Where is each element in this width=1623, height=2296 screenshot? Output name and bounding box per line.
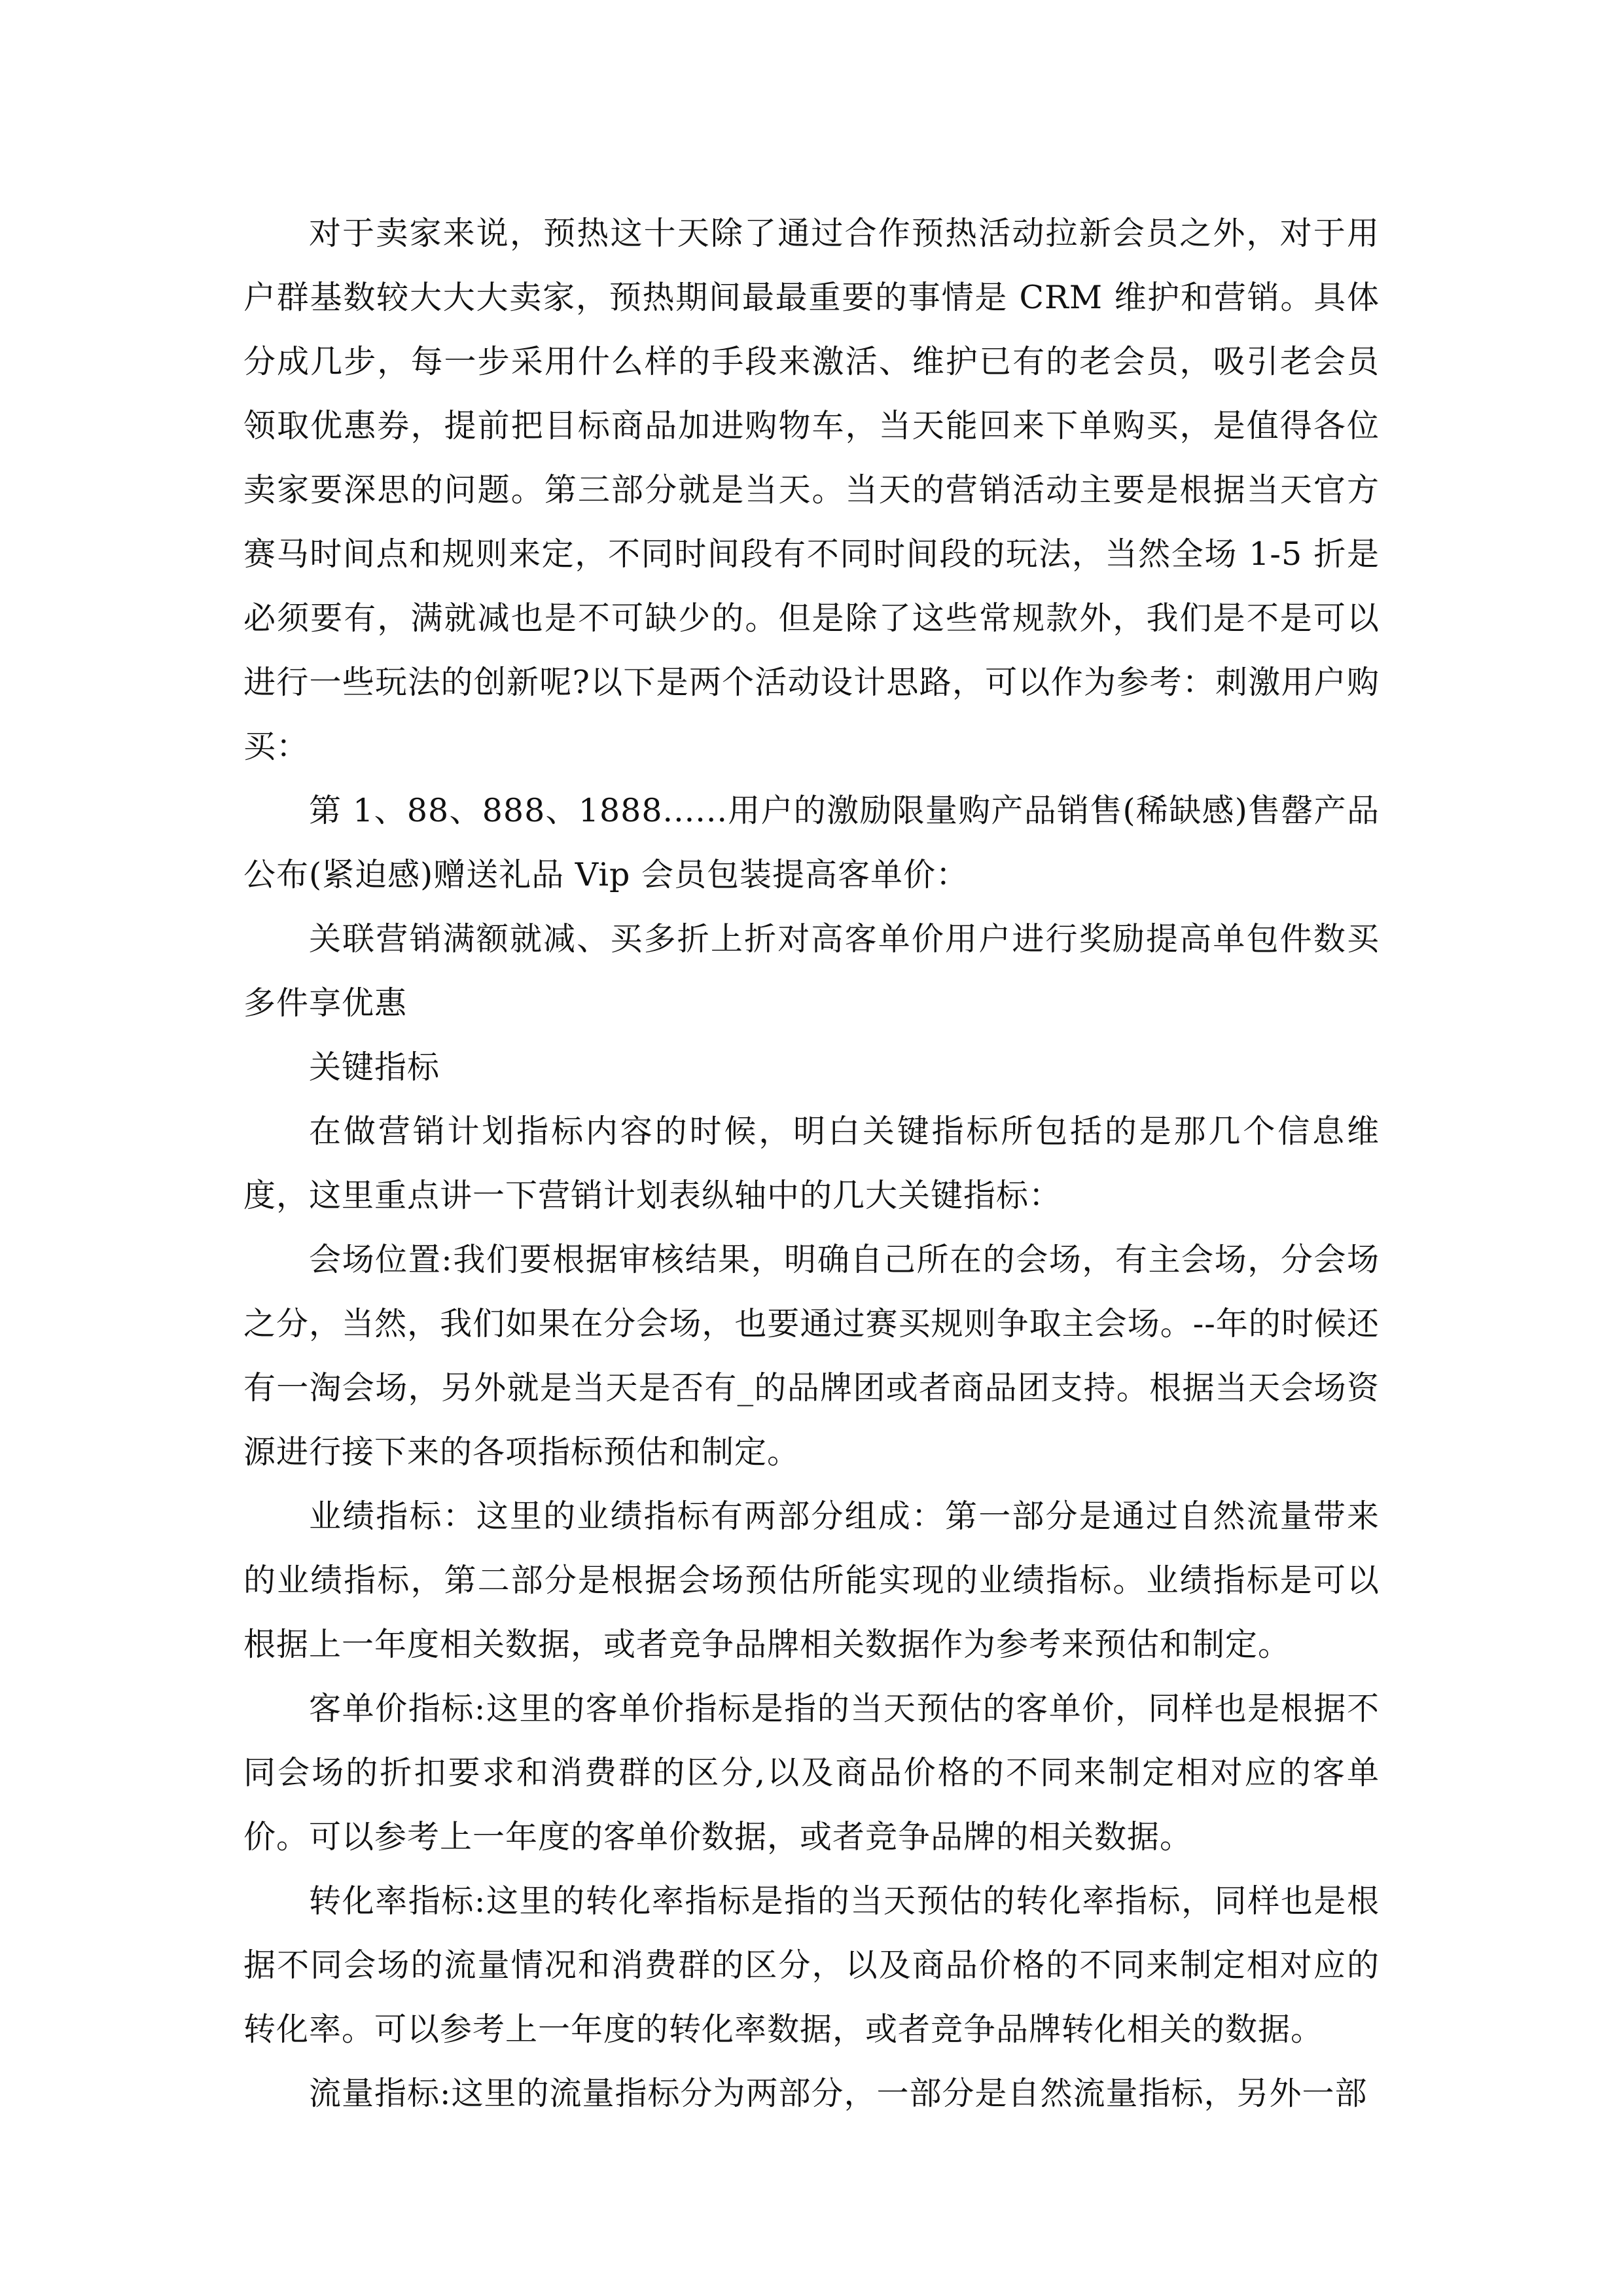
paragraph-key-indicators-intro: 在做营销计划指标内容的时候，明白关键指标所包括的是那几个信息维度，这里重点讲一下营销计划表纵轴中的几大关键指标： [243,1113,1380,1214]
section-heading-key-indicators: 关键指标 [309,1049,440,1086]
paragraph-unit-price-indicator: 客单价指标:这里的客单价指标是指的当天预估的客单价，同样也是根据不同会场的折扣要求和消费群的区分,以及商品价格的不同来制定相对应的客单价。可以参考上一年度的客单价数据，或者竞争品牌的相关数据。 [243,1690,1380,1856]
paragraph-related-marketing: 关联营销满额就减、买多折上折对高客单价用户进行奖励提高单包件数买多件享优惠 [243,920,1380,1022]
paragraph-venue-position: 会场位置:我们要根据审核结果，明确自己所在的会场，有主会场，分会场之分，当然，我们如果在分会场，也要通过赛买规则争取主会场。--年的时候还有一淘会场，另外就是当天是否有_的品牌团或者商品团支持。根据当天会场资源进行接下来的各项指标预估和制定。 [243,1241,1380,1471]
document-body [243,202,1380,2126]
paragraph-conversion-rate-indicator: 转化率指标:这里的转化率指标是指的当天预估的转化率指标，同样也是根据不同会场的流量情况和消费群的区分，以及商品价格的不同来制定相对应的转化率。可以参考上一年度的转化率数据，或者竞争品牌转化相关的数据。 [243,1882,1380,2048]
paragraph-intro: 对于卖家来说，预热这十天除了通过合作预热活动拉新会员之外，对于用户群基数较大大大卖家，预热期间最最重要的事情是 CRM 维护和营销。具体分成几步，每一步采用什么样的手段来激活、维护已有的老会员，吸引老会员领取优惠券，提前把目标商品加进购物车，当天能回来下单购买，是值得各位卖家要深思的问题。第三部分就是当天。当天的营销活动主要是根据当天官方赛马时间点和规则来定，不同时间段有不同时间段的玩法，当然全场 1-5 折是必须要有，满就减也是不可缺少的。但是除了这些常规款外，我们是不是可以进行一些玩法的创新呢?以下是两个活动设计思路，可以作为参考：刺激用户购买： [243,215,1380,765]
paragraph-traffic-indicator: 流量指标:这里的流量指标分为两部分，一部分是自然流量指标，另外一部 [309,2075,1368,2112]
paragraph-performance-indicator: 业绩指标：这里的业绩指标有两部分组成：第一部分是通过自然流量带来的业绩指标，第二部分是根据会场预估所能实现的业绩指标。业绩指标是可以根据上一年度相关数据，或者竞争品牌相关数据作为参考来预估和制定。 [243,1498,1380,1663]
paragraph-incentive: 第 1、88、888、1888......用户的激励限量购产品销售(稀缺感)售罄产品公布(紧迫感)赠送礼品 Vip 会员包装提高客单价： [243,792,1380,893]
